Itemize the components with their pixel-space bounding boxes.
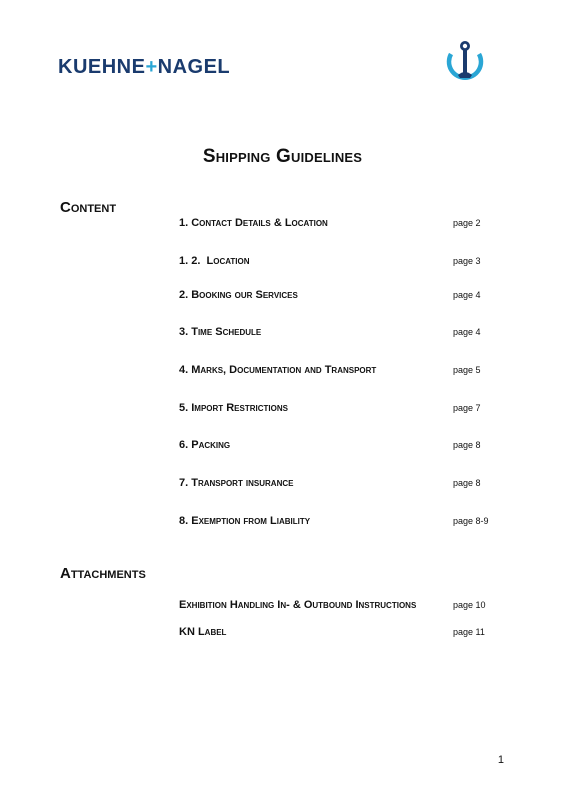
toc-item[interactable] <box>179 439 499 455</box>
toc-item-label: 5. Import Restrictions <box>179 402 288 414</box>
logo-word-left: KUEHNE <box>58 56 146 78</box>
toc-item-page: page 4 <box>453 327 481 337</box>
toc-item-label: 1. 2. Location <box>179 255 250 267</box>
toc-item[interactable] <box>179 326 499 342</box>
toc-item[interactable] <box>179 255 499 271</box>
attachment-item-label: KN Label <box>179 626 227 638</box>
toc-item-page: page 5 <box>453 365 481 375</box>
toc-item-label: 2. Booking our Services <box>179 289 298 301</box>
attachment-item[interactable] <box>179 599 499 615</box>
kuehne-nagel-logo <box>58 56 230 79</box>
toc-item-page: page 8 <box>453 478 481 488</box>
logo-word-right: NAGEL <box>157 56 231 78</box>
toc-item-label: 8. Exemption from Liability <box>179 515 311 527</box>
toc-item[interactable] <box>179 289 499 305</box>
document-title: Shipping Guidelines <box>202 146 363 167</box>
toc-item[interactable] <box>179 515 499 531</box>
attachment-item-page: page 11 <box>453 627 485 637</box>
toc-item-label: 1. Contact Details & Location <box>179 217 328 229</box>
toc-item-page: page 3 <box>453 256 481 266</box>
toc-item-page: page 8-9 <box>453 516 489 526</box>
toc-item[interactable] <box>179 217 499 233</box>
toc-item-page: page 4 <box>453 290 481 300</box>
toc-item-label: 3. Time Schedule <box>179 326 262 338</box>
toc-item-page: page 8 <box>453 440 481 450</box>
content-heading: Content <box>60 199 117 216</box>
toc-item[interactable] <box>179 477 499 493</box>
toc-item[interactable] <box>179 402 499 418</box>
attachment-item-label: Exhibition Handling In- & Outbound Instructions <box>179 599 417 611</box>
toc-item[interactable] <box>179 364 499 380</box>
toc-item-page: page 2 <box>453 218 481 228</box>
toc-item-page: page 7 <box>453 403 481 413</box>
toc-item-label: 7. Transport insurance <box>179 477 294 489</box>
attachment-item-page: page 10 <box>453 600 486 610</box>
attachment-item[interactable] <box>179 626 499 642</box>
attachments-heading: Attachments <box>60 565 146 582</box>
toc-item-label: 6. Packing <box>179 439 231 451</box>
logo-plus: + <box>145 56 158 78</box>
page-number: 1 <box>497 754 504 766</box>
toc-item-label: 4. Marks, Documentation and Transport <box>179 364 377 376</box>
anchor-icon <box>441 36 489 84</box>
